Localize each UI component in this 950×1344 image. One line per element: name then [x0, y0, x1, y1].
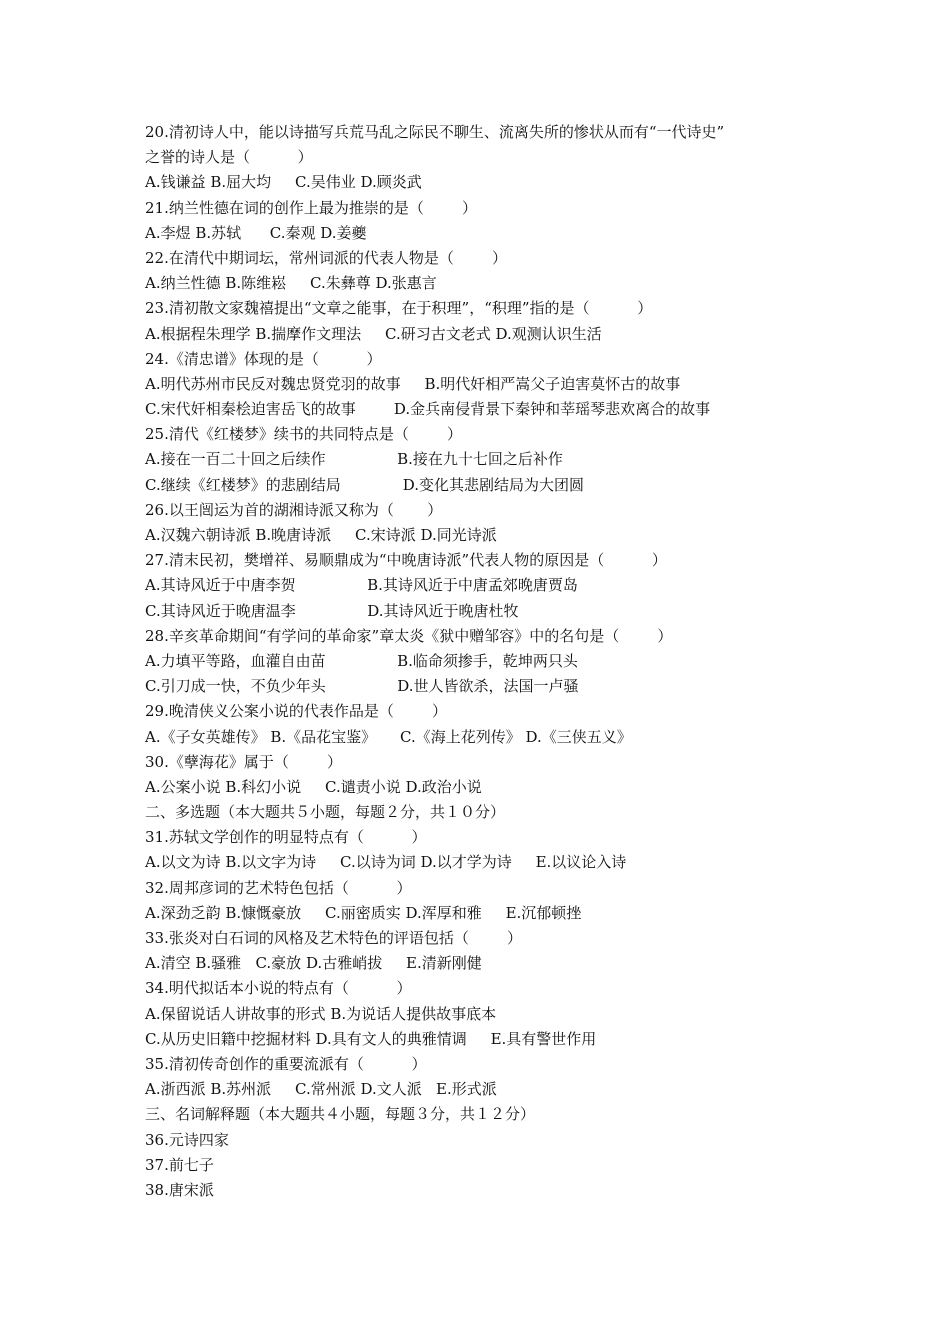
question-23-options: A.根据程朱理学 B.揣摩作文理法 C.研习古文老式 D.观测认识生活: [145, 324, 602, 343]
question-37-term: 37.前七子: [145, 1155, 214, 1174]
question-31-stem: 31.苏轼文学创作的明显特点有（ ）: [145, 828, 427, 847]
question-33-options: A.清空 B.骚雅 C.豪放 D.古雅峭拔 E.清新刚健: [145, 954, 482, 973]
question-30-options: A.公案小说 B.科幻小说 C.谴责小说 D.政治小说: [145, 777, 482, 796]
question-27-options-ab: A.其诗风近于中唐李贺 B.其诗风近于中唐孟郊晚唐贾岛: [145, 576, 578, 595]
question-24-options-ab: A.明代苏州市民反对魏忠贤党羽的故事 B.明代奸相严嵩父子迫害莫怀古的故事: [145, 374, 681, 393]
question-20-stem: 20.清初诗人中，能以诗描写兵荒马乱之际民不聊生、流离失所的惨状从而有“一代诗史”: [145, 123, 725, 141]
question-25-stem: 25.清代《红楼梦》续书的共同特点是（ ）: [145, 425, 463, 444]
question-28-options-cd: C.引刀成一快，不负少年头 D.世人皆欲杀，法国一卢骚: [145, 677, 579, 696]
question-27-stem: 27.清末民初，樊增祥、易顺鼎成为“中晚唐诗派”代表人物的原因是（ ）: [145, 551, 667, 570]
question-23-stem: 23.清初散文家魏禧提出“文章之能事，在于积理”，“积理”指的是（ ）: [145, 299, 653, 318]
section-3-heading: 三、名词解释题（本大题共４小题，每题３分，共１２分）: [145, 1105, 536, 1124]
question-20-options: A.钱谦益 B.屈大均 C.吴伟业 D.顾炎武: [145, 173, 422, 192]
question-25-options-cd: C.继续《红楼梦》的悲剧结局 D.变化其悲剧结局为大团圆: [145, 475, 584, 494]
question-24-options-cd: C.宋代奸相秦桧迫害岳飞的故事 D.金兵南侵背景下秦钟和莘瑶琴悲欢离合的故事: [145, 400, 711, 419]
question-21-stem: 21.纳兰性德在词的创作上最为推崇的是（ ）: [145, 198, 478, 217]
question-34-stem: 34.明代拟话本小说的特点有（ ）: [145, 979, 412, 998]
question-34-options-ab: A.保留说话人讲故事的形式 B.为说话人提供故事底本: [145, 1004, 497, 1023]
question-29-stem: 29.晚清侠义公案小说的代表作品是（ ）: [145, 702, 448, 721]
question-28-stem: 28.辛亥革命期间“有学问的革命家”章太炎《狱中赠邹容》中的名句是（ ）: [145, 626, 673, 645]
question-26-options: A.汉魏六朝诗派 B.晚唐诗派 C.宋诗派 D.同光诗派: [145, 526, 497, 544]
question-30-stem: 30.《孽海花》属于（ ）: [145, 752, 343, 771]
question-32-stem: 32.周邦彦词的艺术特色包括（ ）: [145, 878, 412, 897]
question-38-term: 38.唐宋派: [145, 1180, 214, 1199]
question-28-options-ab: A.力填平等路，血灌自由苗 B.临命须掺手，乾坤两只头: [145, 651, 578, 670]
document-page: [145, 120, 825, 1203]
question-32-options: A.深劲乏韵 B.慷慨豪放 C.丽密质实 D.浑厚和雅 E.沉郁顿挫: [145, 903, 582, 922]
question-25-options-ab: A.接在一百二十回之后续作 B.接在九十七回之后补作: [145, 450, 563, 469]
question-26-stem: 26.以王闿运为首的湖湘诗派又称为（ ）: [145, 500, 443, 519]
question-34-options-cde: C.从历史旧籍中挖掘材料 D.具有文人的典雅情调 E.具有警世作用: [145, 1029, 597, 1048]
question-20-stem-cont: 之誉的诗人是（ ）: [145, 148, 313, 167]
question-33-stem: 33.张炎对白石词的风格及艺术特色的评语包括（ ）: [145, 929, 523, 947]
question-29-options: A.《子女英雄传》 B.《品花宝鉴》 C.《海上花列传》 D.《三侠五义》: [145, 727, 632, 746]
question-35-stem: 35.清初传奇创作的重要流派有（ ）: [145, 1054, 427, 1073]
question-21-options: A.李煜 B.苏轼 C.秦观 D.姜夔: [145, 223, 367, 242]
question-36-term: 36.元诗四家: [145, 1130, 229, 1149]
question-24-stem: 24.《清忠谱》体现的是（ ）: [145, 349, 382, 368]
question-31-options: A.以文为诗 B.以文字为诗 C.以诗为词 D.以才学为诗 E.以议论入诗: [145, 853, 627, 872]
question-35-options: A.浙西派 B.苏州派 C.常州派 D.文人派 E.形式派: [145, 1080, 497, 1099]
section-2-heading: 二、多选题（本大题共５小题，每题２分，共１０分）: [145, 803, 506, 822]
question-27-options-cd: C.其诗风近于晚唐温李 D.其诗风近于晚唐杜牧: [145, 601, 519, 620]
question-22-options: A.纳兰性德 B.陈维崧 C.朱彝尊 D.张惠言: [145, 274, 437, 293]
question-22-stem: 22.在清代中期词坛，常州词派的代表人物是（ ）: [145, 248, 508, 267]
